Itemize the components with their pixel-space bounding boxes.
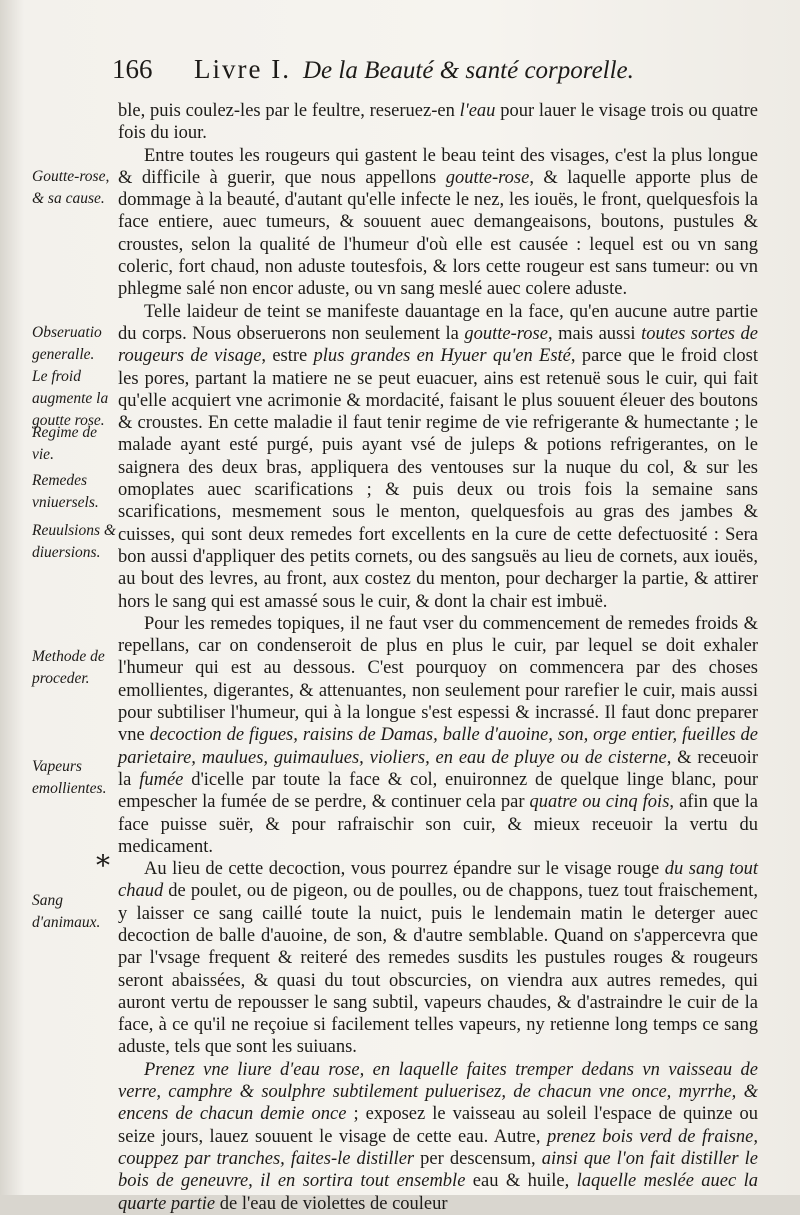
margin-note: Vapeurs emollientes. bbox=[32, 758, 107, 797]
paragraph: ble, puis coulez-les par le feultre, reseruez-en l'eau pour lauer le visage trois ou quatre fois du iour. bbox=[118, 101, 758, 144]
margin-note: Reuulsions & diuersions. bbox=[32, 522, 116, 561]
asterisk-mark: * bbox=[96, 849, 110, 882]
running-header bbox=[112, 52, 752, 88]
page-number: 166 bbox=[112, 54, 153, 84]
paragraph: Entre toutes les rougeurs qui gastent le beau teint des visages, c'est la plus longue & difficile à guerir, que nous appellons goutte-rose, & laquelle apporte plus de dommage à la beauté, d'autant qu'elle infecte le nez, les iouës, le front, quelquesfois la face entiere, auec tumeurs, & souuent auec demangeaisons, boutons, pustules & croustes, selon la qualité de l'humeur d'où elle est causée : lequel est ou vn sang coleric, fort chaud, non aduste toutesfois, & lors cette rougeur est sans tumeur: ou vn phlegme salé non encor aduste, ou vn sang meslé auec colere aduste. bbox=[118, 145, 758, 300]
margin-note: Sang d'animaux. bbox=[32, 892, 101, 931]
margin-note: Le froid augmente la goutte rose. bbox=[32, 368, 109, 429]
margin-note: Goutte-rose, & sa cause. bbox=[32, 168, 110, 207]
paragraph: Au lieu de cette decoction, vous pourrez épandre sur le visage rouge du sang tout chaud de poulet, ou de pigeon, ou de poulles, ou de chappons, tuez tout fraischement, y laisser ce sang caillé toute la nuict, puis le lendemain matin le deterger auec decoction de balle d'auoine, de son, & d'autre semblable. Quand on s'appercevra que par l'vsage frequent & reiteré des remedes susdits les pustules rouges & rougeurs seront abaissées, & quasi du tout obscurcies, on viendra aux autres remedes, qui auront vertu de repousser le sang subtil, vapeurs chaudes, & d'astraindre le cuir de la face, à ce qu'il ne reçoiue si facilement telles vapeurs, ny retienne long temps ce sang aduste, tels que sont les suiuans. bbox=[118, 859, 758, 1058]
margin-notes bbox=[0, 0, 118, 1195]
paragraph: Prenez vne liure d'eau rose, en laquelle faites tremper dedans vn vaisseau de verre, camphre & soulphre subtilement puluerisez, de chacun vne once, myrrhe, & encens de chacun demie once ; exposez le vaisseau au soleil l'espace de quinze ou seize jours, lauez souuent le visage de cette eau. Autre, prenez bois verd de fraisne, couppez par tranches, faites-le distiller per descensum, ainsi que l'on fait distiller le bois de geneuvre, il en sortira tout ensemble eau & huile, laquelle meslée auec la quarte partie de l'eau de violettes de couleur bbox=[118, 1059, 759, 1214]
paragraph: Telle laideur de teint se manifeste dauantage en la face, qu'en aucune autre partie du corps. Nous obseruerons non seulement la goutte-rose, mais aussi toutes sortes de rougeurs de visage, estre plus grandes en Hyuer qu'en Esté, parce que le froid clost les pores, partant la matiere ne se peut euacuer, ains est retenuë sous le cuir, qui fait qu'elle acquiert vne acrimonie & mordacité, faisant le plus souuent éleuer des boutons & croustes. En cette maladie il faut tenir regime de vie refrigerante & humectante ; le malade ayant esté purgé, puis ayant vsé de juleps & potions refrigerantes, on le saignera des deux bras, appliquera des ventouses sur la nuque du col, & sur les omoplates auec scarifications ; & puis deux ou trois fois la semaine sans scarifications, mesmement sous le menton, quelquesfois au gras des jambes & cuisses, qui sont deux remedes fort excellents en la cure de cette defectuosité : Sera bon aussi d'appliquer des petits cornets, ou des sangsuës au lieu de cornets, aux iouës, au bout des levres, au front, aux costez du menton, pour decharger la partie, & attirer hors le sang qui est amassé sous le cuir, & dont la chair est imbuë. bbox=[118, 301, 758, 612]
margin-note: Regime de vie. bbox=[32, 424, 97, 463]
paragraph: Pour les remedes topiques, il ne faut vser du commencement de remedes froids & repellans, car on condenseroit de plus en plus le cuir, par lequel se doit exhaler l'humeur qui est au dessous. C'est pourquoy on commencera par des choses emollientes, digerantes, & attenuantes, non seulement pour rarefier le cuir, mais aussi pour subtiliser l'humeur, qui à la longue s'est espessi & incrassé. Il faut donc preparer vne decoction de figues, raisins de Damas, balle d'auoine, son, orge entier, fueilles de parietaire, maulues, guimaulues, violiers, en eau de pluye ou de cisterne, & receuoir la fumée d'icelle par toute la face & col, enuironnez de quelque linge blanc, pour empescher la fumée de se perdre, & continuer cela par quatre ou cinq fois, afin que la face puisse suër, & pour rafraischir son cuir, & mieux receuoir la vertu du medicament. bbox=[118, 613, 758, 857]
margin-note: Methode de proceder. bbox=[32, 648, 105, 687]
book-title: Livre I. bbox=[194, 54, 291, 84]
chapter-subtitle: De la Beauté & santé corporelle. bbox=[302, 57, 634, 84]
margin-note: Remedes vniuersels. bbox=[32, 472, 99, 511]
margin-note: Obseruatio generalle. bbox=[32, 324, 102, 363]
body-text bbox=[118, 100, 758, 1215]
